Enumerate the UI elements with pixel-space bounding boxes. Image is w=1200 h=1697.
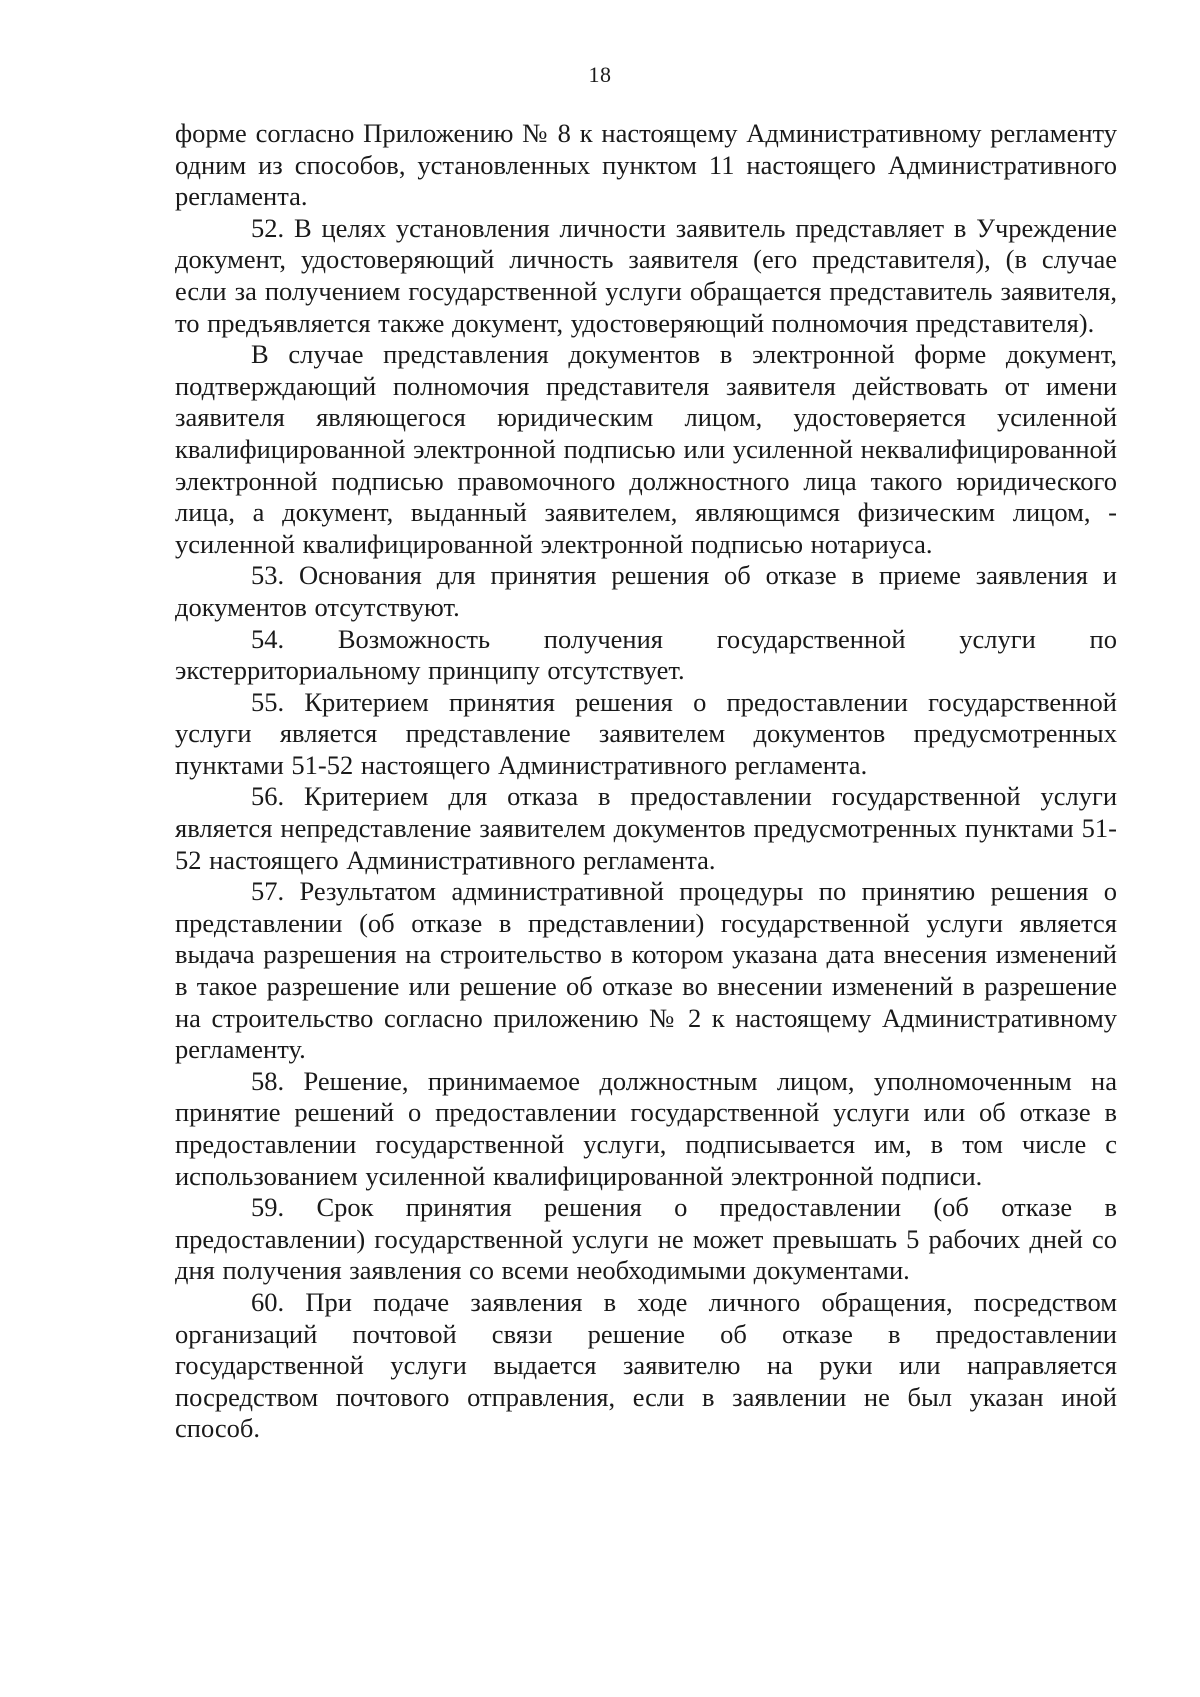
paragraph-57: 57. Результатом административной процедуры по принятию решения о представлении (об отказе в представлении) государственной услуги является выдача разрешения на строительство в котором указана дата внесения изменений в такое разрешение или решение об отказе во внесении изменений в разрешение на строительство согласно приложению № 2 к настоящему Административному регламенту.: [175, 876, 1117, 1065]
paragraph-59: 59. Срок принятия решения о предоставлении (об отказе в предоставлении) государственной услуги не может превышать 5 рабочих дней со дня получения заявления со всеми необходимыми документами.: [175, 1192, 1117, 1286]
paragraph-56: 56. Критерием для отказа в предоставлении государственной услуги является непредставление заявителем документов предусмотренных пунктами 51-52 настоящего Административного регламента.: [175, 781, 1117, 875]
body-text: [175, 118, 1117, 1445]
paragraph-52: 52. В целях установления личности заявитель представляет в Учреждение документ, удостоверяющий личность заявителя (его представителя), (в случае если за получением государственной услуги обращается представитель заявителя, то предъявляется также документ, удостоверяющий полномочия представителя).: [175, 212, 1117, 338]
paragraph-58: 58. Решение, принимаемое должностным лицом, уполномоченным на принятие решений о предоставлении государственной услуги или об отказе в предоставлении государственной услуги, подписывается им, в том числе с использованием усиленной квалифицированной электронной подписи.: [175, 1065, 1117, 1191]
paragraph-53: 53. Основания для принятия решения об отказе в приеме заявления и документов отсутствуют.: [175, 560, 1117, 622]
paragraph-54: 54. Возможность получения государственной услуги по экстерриториальному принципу отсутствует.: [175, 623, 1117, 686]
paragraph-continuation: форме согласно Приложению № 8 к настоящему Административному регламенту одним из способов, установленных пунктом 11 настоящего Административного регламента.: [175, 118, 1117, 212]
paragraph-60: 60. При подаче заявления в ходе личного обращения, посредством организаций почтовой связи решение об отказе в предоставлении государственной услуги выдается заявителю на руки или направляется посредством почтового отправления, если в заявлении не был указан иной способ.: [175, 1286, 1117, 1444]
page-number: 18: [588, 62, 612, 87]
paragraph-55: 55. Критерием принятия решения о предоставлении государственной услуги является представление заявителем документов предусмотренных пунктами 51-52 настоящего Административного регламента.: [175, 686, 1117, 780]
paragraph-electronic-form: В случае представления документов в электронной форме документ, подтверждающий полномочия представителя заявителя действовать от имени заявителя являющегося юридическим лицом, удостоверяется усиленной квалифицированной электронной подписью или усиленной неквалифицированной электронной подписью правомочного должностного лица такого юридического лица, а документ, выданный заявителем, являющимся физическим лицом, - усиленной квалифицированной электронной подписью нотариуса.: [175, 339, 1117, 559]
